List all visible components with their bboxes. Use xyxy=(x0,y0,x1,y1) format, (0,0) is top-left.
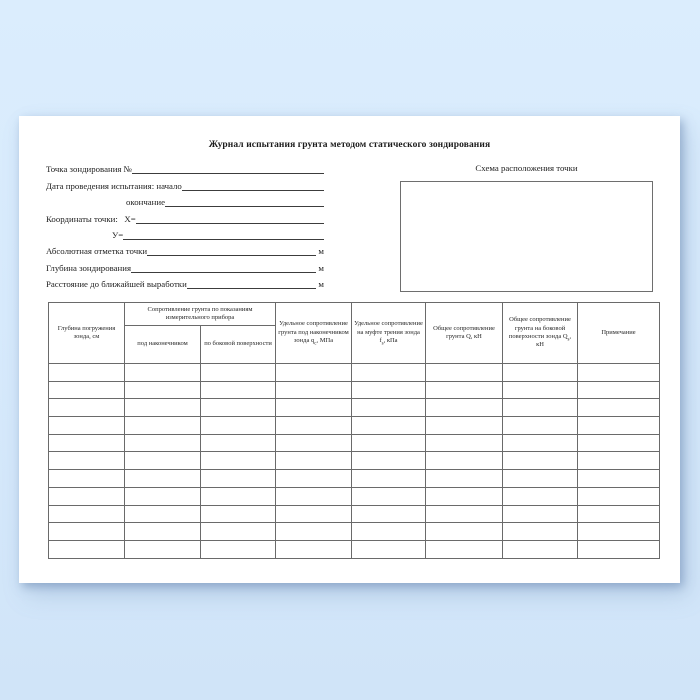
table-empty-cell[interactable] xyxy=(125,505,201,523)
table-empty-cell[interactable] xyxy=(201,434,276,452)
table-empty-cell[interactable] xyxy=(49,523,125,541)
table-empty-cell[interactable] xyxy=(426,399,503,417)
column-header-text: Глубина погружения зонда, см xyxy=(57,324,116,340)
table-empty-cell[interactable] xyxy=(352,523,426,541)
table-empty-row xyxy=(49,417,660,435)
table-empty-cell[interactable] xyxy=(578,381,660,399)
table-empty-cell[interactable] xyxy=(578,399,660,417)
table-empty-cell[interactable] xyxy=(276,540,352,558)
column-header-side-surface xyxy=(201,326,276,364)
table-empty-cell[interactable] xyxy=(201,470,276,488)
column-header-fs xyxy=(352,303,426,364)
table-empty-cell[interactable] xyxy=(426,505,503,523)
column-header-depth xyxy=(49,303,125,364)
table-empty-cell[interactable] xyxy=(125,381,201,399)
table-empty-cell[interactable] xyxy=(49,540,125,558)
table-empty-cell[interactable] xyxy=(276,470,352,488)
table-empty-cell[interactable] xyxy=(201,523,276,541)
field-label: Глубина зондирования xyxy=(46,262,132,273)
field-label: Дата проведения испытания: начало xyxy=(46,180,182,191)
column-header-text: Сопротивление грунта по показаниям измерительного прибора xyxy=(147,305,253,321)
table-empty-cell[interactable] xyxy=(503,417,578,435)
sounding-depth-line[interactable] xyxy=(131,261,316,273)
table-empty-cell[interactable] xyxy=(578,434,660,452)
table-empty-cell[interactable] xyxy=(49,434,125,452)
table-empty-cell[interactable] xyxy=(352,540,426,558)
table-empty-cell[interactable] xyxy=(125,417,201,435)
subscript: s xyxy=(381,341,384,347)
table-empty-row xyxy=(49,434,660,452)
table-empty-cell[interactable] xyxy=(352,505,426,523)
field-nearest-working-distance xyxy=(46,273,324,289)
table-empty-row xyxy=(49,505,660,523)
table-empty-cell[interactable] xyxy=(352,399,426,417)
table-empty-cell[interactable] xyxy=(49,381,125,399)
table-empty-cell[interactable] xyxy=(426,540,503,558)
field-absolute-mark xyxy=(46,240,324,256)
column-header-text: Примечание xyxy=(601,328,636,336)
column-header-text: , кПа xyxy=(383,337,398,345)
column-header-qs xyxy=(503,303,578,364)
field-label: Точка зондирования № xyxy=(46,164,133,175)
table-empty-row xyxy=(49,452,660,470)
table-empty-cell[interactable] xyxy=(578,505,660,523)
sounding-table-wrap xyxy=(48,302,660,559)
field-coordinate-x xyxy=(46,207,324,223)
field-label: Координаты точки: Х= xyxy=(46,213,136,224)
field-sounding-depth xyxy=(46,256,324,272)
table-empty-cell[interactable] xyxy=(276,434,352,452)
column-group-header-device-resistance xyxy=(125,303,276,326)
table-empty-cell[interactable] xyxy=(503,452,578,470)
table-empty-cell[interactable] xyxy=(503,381,578,399)
table-empty-cell[interactable] xyxy=(578,417,660,435)
unit-meters: м xyxy=(318,279,324,290)
table-empty-cell[interactable] xyxy=(125,452,201,470)
location-sketch-label: Схема расположения точки xyxy=(475,163,578,173)
table-empty-row xyxy=(49,487,660,505)
table-empty-cell[interactable] xyxy=(125,399,201,417)
table-empty-cell[interactable] xyxy=(49,487,125,505)
table-empty-cell[interactable] xyxy=(503,523,578,541)
table-empty-cell[interactable] xyxy=(276,417,352,435)
table-empty-cell[interactable] xyxy=(49,452,125,470)
table-empty-row xyxy=(49,540,660,558)
table-empty-cell[interactable] xyxy=(503,364,578,382)
nearest-working-distance-line[interactable] xyxy=(187,277,317,289)
table-empty-cell[interactable] xyxy=(426,434,503,452)
form-sheet xyxy=(19,116,680,583)
table-empty-row xyxy=(49,470,660,488)
table-empty-cell[interactable] xyxy=(49,505,125,523)
document-title: Журнал испытания грунта методом статического зондирования xyxy=(208,140,491,150)
date-start-line[interactable] xyxy=(182,179,324,191)
column-header-note xyxy=(578,303,660,364)
column-header-q-total xyxy=(426,303,503,364)
sounding-point-line[interactable] xyxy=(132,162,324,174)
table-empty-cell[interactable] xyxy=(201,487,276,505)
sounding-table-body xyxy=(49,364,660,559)
subscript: s xyxy=(567,337,570,343)
table-empty-cell[interactable] xyxy=(49,470,125,488)
table-empty-cell[interactable] xyxy=(125,364,201,382)
table-empty-cell[interactable] xyxy=(125,523,201,541)
table-empty-row xyxy=(49,399,660,417)
table-empty-cell[interactable] xyxy=(201,381,276,399)
table-empty-cell[interactable] xyxy=(426,364,503,382)
field-test-date-end xyxy=(46,191,324,207)
table-empty-cell[interactable] xyxy=(578,540,660,558)
table-empty-cell[interactable] xyxy=(352,452,426,470)
table-empty-cell[interactable] xyxy=(426,381,503,399)
field-sounding-point xyxy=(46,158,324,174)
table-empty-cell[interactable] xyxy=(352,417,426,435)
table-empty-cell[interactable] xyxy=(578,364,660,382)
subscript: с xyxy=(314,341,317,347)
table-empty-row xyxy=(49,523,660,541)
column-header-text: , кН xyxy=(536,333,572,349)
field-label: Абсолютная отметка точки xyxy=(46,246,148,257)
table-empty-cell[interactable] xyxy=(578,523,660,541)
table-empty-cell[interactable] xyxy=(49,417,125,435)
field-label: У= xyxy=(112,229,124,240)
form-fields xyxy=(46,158,324,289)
table-empty-cell[interactable] xyxy=(276,364,352,382)
table-empty-cell[interactable] xyxy=(276,452,352,470)
column-header-under-tip xyxy=(125,326,201,364)
table-empty-cell[interactable] xyxy=(49,364,125,382)
field-coordinate-y xyxy=(46,224,324,240)
table-empty-cell[interactable] xyxy=(503,540,578,558)
table-empty-cell[interactable] xyxy=(276,505,352,523)
field-label: окончание xyxy=(126,197,165,208)
table-empty-cell[interactable] xyxy=(426,452,503,470)
absolute-mark-line[interactable] xyxy=(147,244,316,256)
column-header-text: Удельное сопротивление на муфте трения зонда f xyxy=(354,320,423,345)
table-empty-cell[interactable] xyxy=(352,487,426,505)
field-label: Расстояние до ближайшей выработки xyxy=(46,279,187,290)
table-empty-cell[interactable] xyxy=(426,523,503,541)
unit-meters: м xyxy=(318,262,324,273)
table-empty-cell[interactable] xyxy=(276,381,352,399)
column-header-text: Удельное сопротивление грунта под наконечником зонда q xyxy=(278,320,349,345)
table-empty-cell[interactable] xyxy=(49,399,125,417)
table-empty-cell[interactable] xyxy=(503,470,578,488)
table-empty-cell[interactable] xyxy=(276,399,352,417)
table-empty-cell[interactable] xyxy=(352,434,426,452)
table-empty-cell[interactable] xyxy=(426,417,503,435)
coordinate-x-line[interactable] xyxy=(136,212,324,224)
column-header-qc xyxy=(276,303,352,364)
location-sketch-box[interactable] xyxy=(400,181,653,292)
table-empty-cell[interactable] xyxy=(503,399,578,417)
table-empty-row xyxy=(49,364,660,382)
table-empty-cell[interactable] xyxy=(352,470,426,488)
table-empty-cell[interactable] xyxy=(352,364,426,382)
table-empty-cell[interactable] xyxy=(503,505,578,523)
table-empty-cell[interactable] xyxy=(578,452,660,470)
table-empty-cell[interactable] xyxy=(125,434,201,452)
coordinate-y-line[interactable] xyxy=(123,228,324,240)
sounding-table xyxy=(48,302,660,559)
unit-meters: м xyxy=(318,246,324,257)
column-header-text: по боковой поверхности xyxy=(204,340,272,348)
table-empty-cell[interactable] xyxy=(426,487,503,505)
table-empty-cell[interactable] xyxy=(201,505,276,523)
table-empty-cell[interactable] xyxy=(503,434,578,452)
table-empty-cell[interactable] xyxy=(201,364,276,382)
table-empty-cell[interactable] xyxy=(125,487,201,505)
table-empty-cell[interactable] xyxy=(125,540,201,558)
column-header-text: под наконечником xyxy=(137,340,188,348)
field-test-date-start xyxy=(46,174,324,190)
column-header-text: Общее сопротивление грунта на боковой поверхности зонда Q xyxy=(508,316,571,340)
table-empty-cell[interactable] xyxy=(201,399,276,417)
table-empty-cell[interactable] xyxy=(201,417,276,435)
table-empty-row xyxy=(49,381,660,399)
table-empty-cell[interactable] xyxy=(276,523,352,541)
table-empty-cell[interactable] xyxy=(352,381,426,399)
column-header-text: Общее сопротивление грунта Q, кН xyxy=(433,324,495,340)
table-empty-cell[interactable] xyxy=(578,487,660,505)
date-end-line[interactable] xyxy=(165,195,324,207)
table-empty-cell[interactable] xyxy=(276,487,352,505)
column-header-text: , МПа xyxy=(316,337,334,345)
table-empty-cell[interactable] xyxy=(578,470,660,488)
table-empty-cell[interactable] xyxy=(125,470,201,488)
table-empty-cell[interactable] xyxy=(201,452,276,470)
table-empty-cell[interactable] xyxy=(426,470,503,488)
table-empty-cell[interactable] xyxy=(503,487,578,505)
table-empty-cell[interactable] xyxy=(201,540,276,558)
